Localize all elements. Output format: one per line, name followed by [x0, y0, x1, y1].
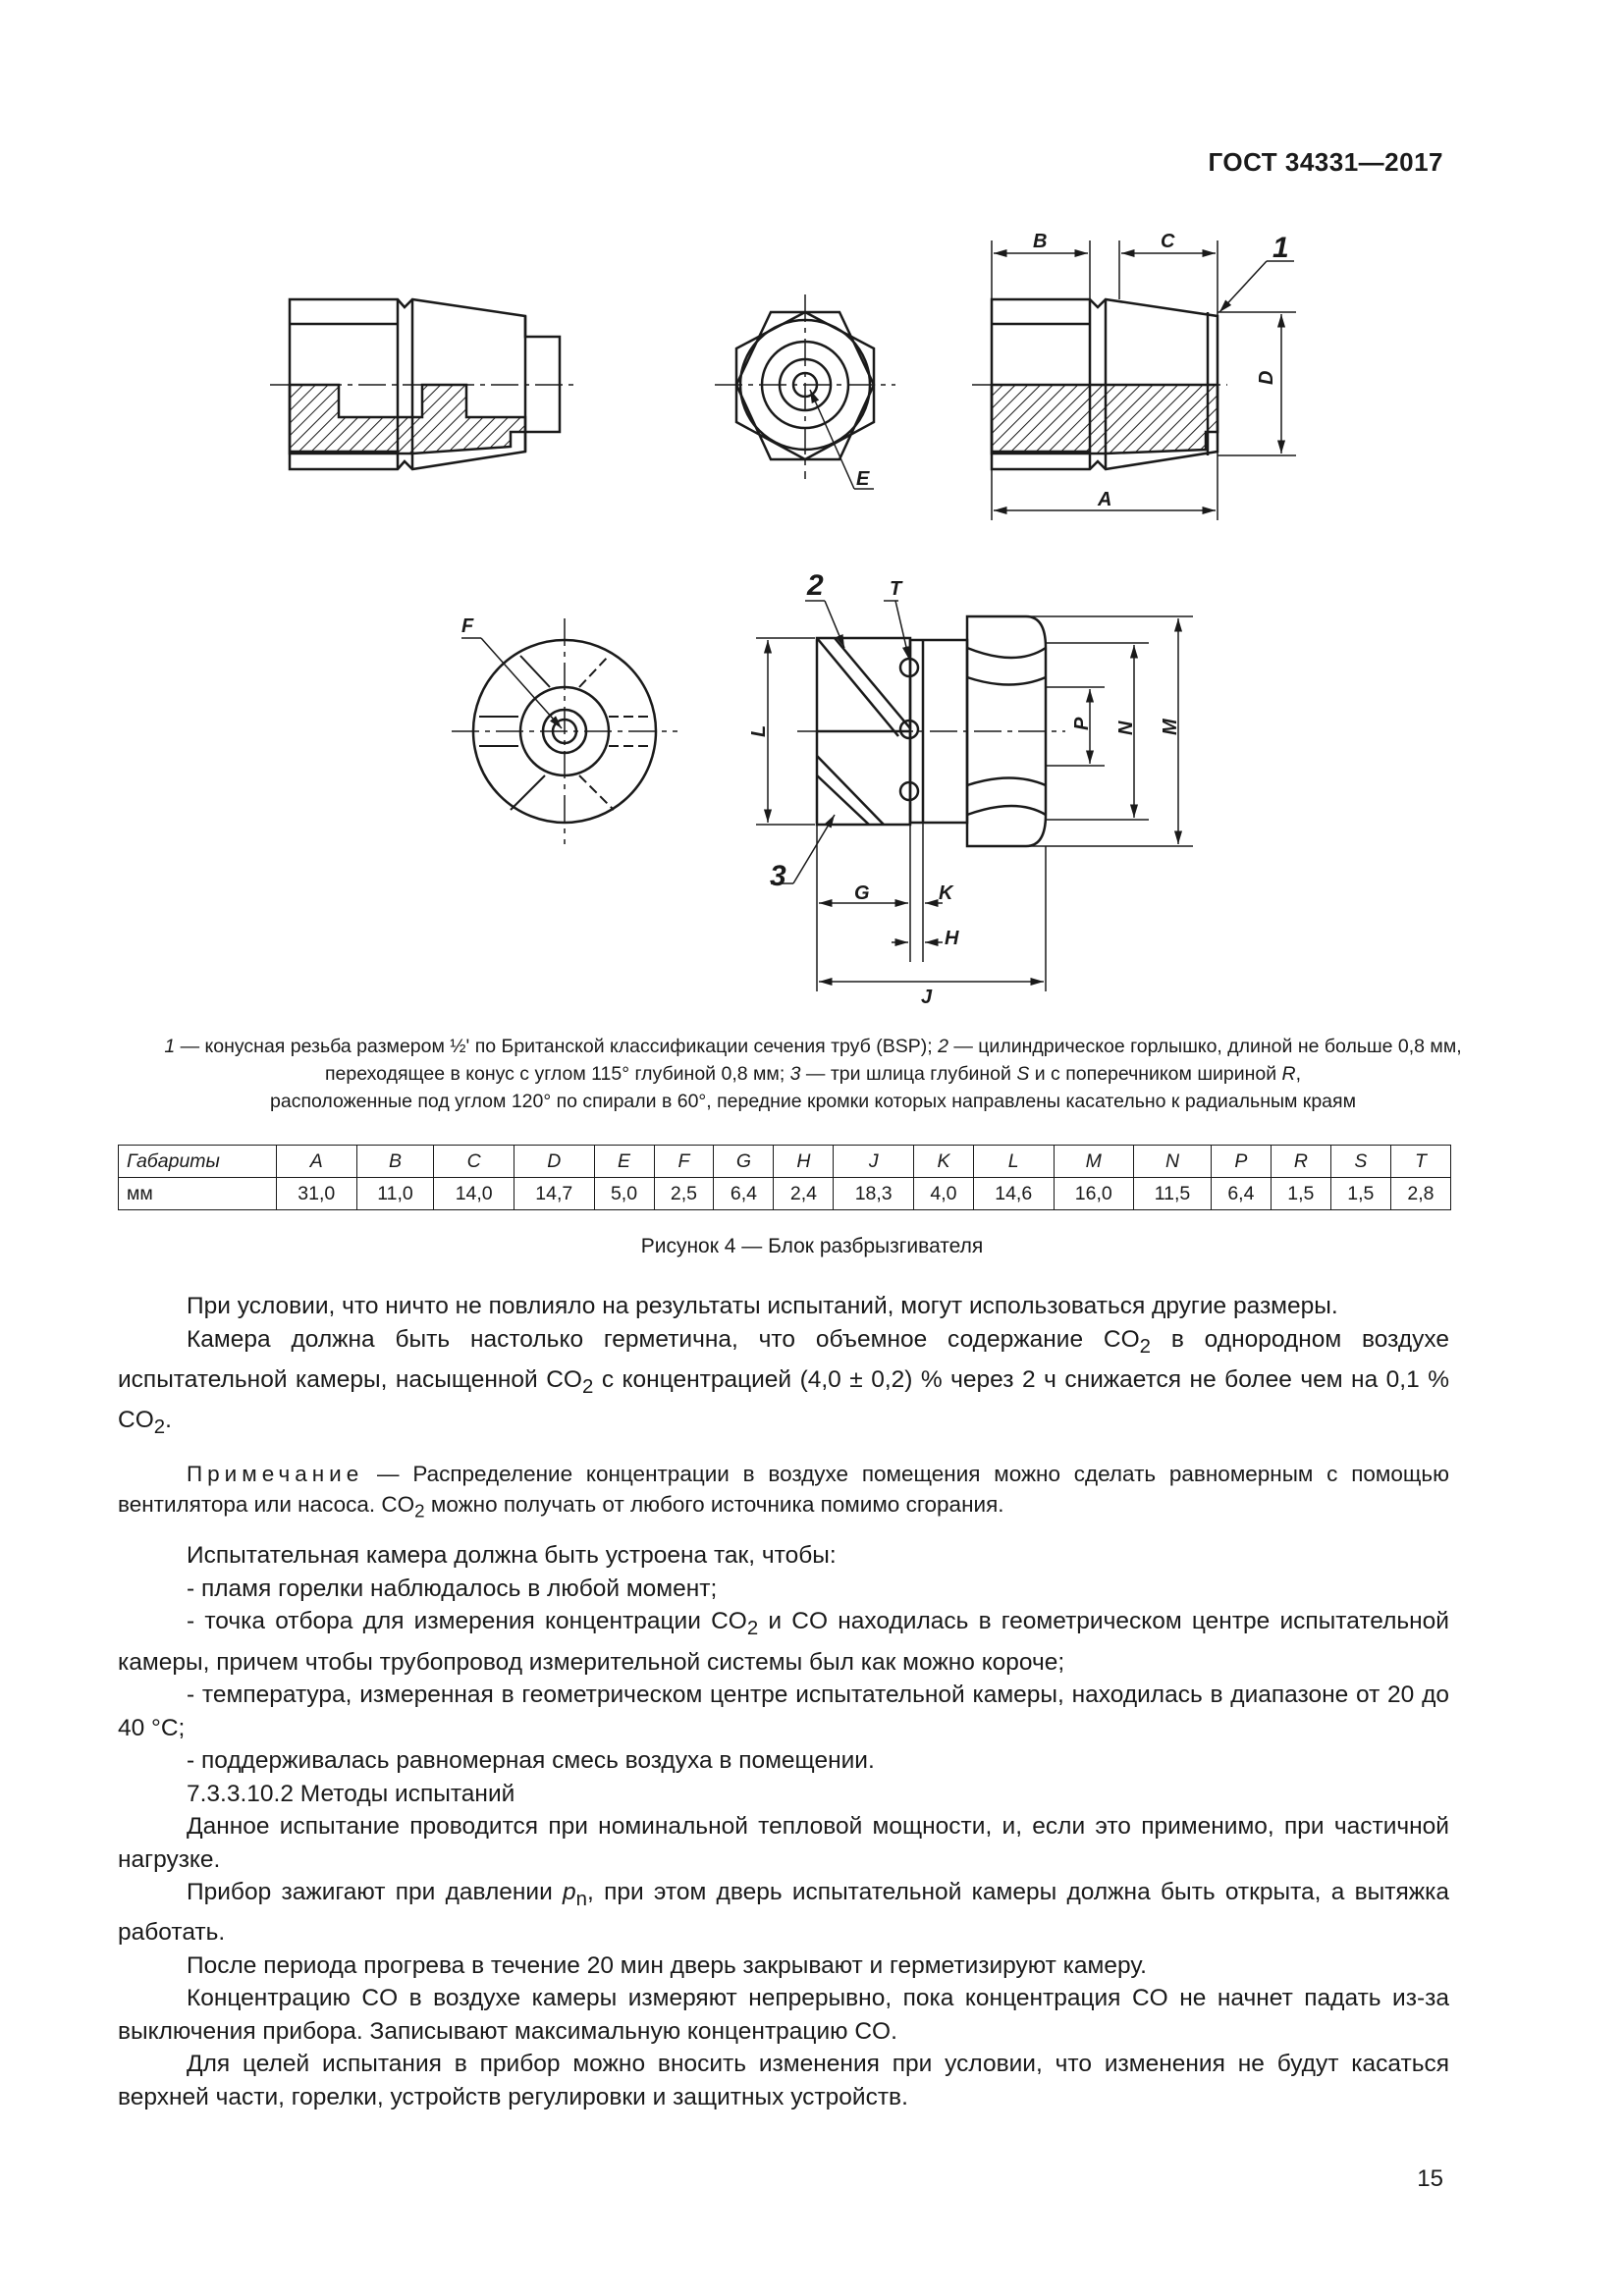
dimensions-table [118, 1145, 1451, 1210]
table-cell: 1,5 [1271, 1178, 1330, 1210]
document-header: ГОСТ 34331—2017 [1208, 147, 1443, 177]
table-cell: H [774, 1146, 834, 1178]
list-item: - пламя горелки наблюдалось в любой момент; [187, 1575, 718, 1602]
table-cell: 16,0 [1054, 1178, 1134, 1210]
table-cell: 2,5 [654, 1178, 714, 1210]
table-cell: A [277, 1146, 357, 1178]
paragraph: Концентрацию CO в воздухе камеры измеряют непрерывно, пока концентрация CO не начнет падать из-за выключения прибора. Записывают максимальную концентрацию CO. [118, 1985, 1449, 2045]
table-cell: E [594, 1146, 654, 1178]
table-cell: S [1330, 1146, 1390, 1178]
paragraph: После периода прогрева в течение 20 мин дверь закрывают и герметизируют камеру. [187, 1951, 1147, 1979]
label-D: D [1256, 370, 1277, 385]
table-cell: 11,0 [356, 1178, 434, 1210]
table-cell: 1,5 [1330, 1178, 1390, 1210]
label-3: 3 [770, 860, 786, 892]
paragraph: Прибор зажигают при давлении $p_n$, при этом дверь испытательной камеры должна быть открыта, а вытяжка работать. [118, 1879, 1449, 1947]
label-J: J [921, 987, 933, 1008]
table-cell: P [1211, 1146, 1271, 1178]
table-cell: 4,0 [913, 1178, 973, 1210]
table-cell: B [356, 1146, 434, 1178]
table-cell: R [1271, 1146, 1330, 1178]
table-cell: 2,4 [774, 1178, 834, 1210]
nozzle-side-view [756, 601, 1193, 991]
table-cell: G [714, 1146, 774, 1178]
label-1: 1 [1272, 232, 1289, 264]
table-cell: 6,4 [714, 1178, 774, 1210]
table-cell: 31,0 [277, 1178, 357, 1210]
label-2: 2 [807, 569, 824, 602]
side-dimension-view [972, 240, 1296, 520]
table-cell: Габариты [119, 1146, 277, 1178]
label-G: G [854, 882, 870, 904]
table-cell: 18,3 [834, 1178, 914, 1210]
table-cell: N [1134, 1146, 1212, 1178]
label-E: E [856, 468, 870, 490]
label-K: K [939, 882, 953, 904]
label-P: P [1071, 717, 1093, 730]
table-cell: мм [119, 1178, 277, 1210]
table-cell: 14,7 [514, 1178, 594, 1210]
table-cell: M [1054, 1146, 1134, 1178]
front-circular-view [452, 618, 677, 844]
table-cell: 14,6 [973, 1178, 1054, 1210]
figure-legend: 1 — конусная резьба размером ½' по Британской классификации сечения труб (BSP); 2 — цилиндрическое горлышко, длиной не больше 0,8 мм, переходящее в конус с углом 115° глубиной 0,8 мм; 3 — три шлица глубиной S и с поперечником шириной R, расположенные под углом 120° по спирали в 60°, передние кромки которых направлены касательно к радиальным краям [164, 1036, 1462, 1112]
table-cell: F [654, 1146, 714, 1178]
body-text [118, 1290, 1449, 2113]
note: Примечание — Распределение концентрации в воздухе помещения можно сделать равномерным с помощью вентилятора или насоса. $CO_2$ можно получать от любого источника помимо сгорания. [118, 1461, 1449, 1522]
paragraph: Камера должна быть настолько герметична, что объемное содержание $CO_2$ в однородном воздухе испытательной камеры, насыщенной $CO_2$ с концентрацией (4,0 ± 0,2) % через 2 ч снижается не более чем на 0,1 % $CO_2$. [118, 1325, 1449, 1439]
label-H: H [945, 928, 959, 949]
note-label: Примечание [187, 1461, 364, 1486]
table-cell: 11,5 [1134, 1178, 1212, 1210]
table-cell: 6,4 [1211, 1178, 1271, 1210]
paragraph: При условии, что ничто не повлияло на результаты испытаний, могут использоваться другие размеры. [187, 1293, 1338, 1319]
label-C: C [1161, 231, 1175, 252]
list-item: - температура, измеренная в геометрическом центре испытательной камеры, находилась в диапазоне от 20 до 40 °C; [118, 1682, 1449, 1741]
table-cell: D [514, 1146, 594, 1178]
table-cell: T [1390, 1146, 1450, 1178]
label-T: T [890, 578, 902, 600]
paragraph: Для целей испытания в прибор можно вносить изменения при условии, что изменения не будут касаться верхней части, горелки, устройств регулировки и защитных устройств. [118, 2051, 1449, 2110]
label-A: A [1098, 489, 1112, 510]
table-cell: L [973, 1146, 1054, 1178]
label-N: N [1115, 721, 1137, 735]
side-section-view [270, 299, 579, 469]
table-header-row [119, 1146, 1451, 1178]
paragraph: Данное испытание проводится при номинальной тепловой мощности, и, если это применимо, при частичной нагрузке. [118, 1813, 1449, 1873]
table-cell: J [834, 1146, 914, 1178]
table-cell: 14,0 [434, 1178, 514, 1210]
sprayer-block-drawing [0, 0, 1624, 1031]
table-cell: C [434, 1146, 514, 1178]
list-item: - точка отбора для измерения концентрации $CO_2$ и CO находилась в геометрическом центре испытательной камеры, причем чтобы трубопровод измерительной системы был как можно короче; [118, 1608, 1449, 1676]
table-cell: 5,0 [594, 1178, 654, 1210]
label-L: L [748, 724, 770, 737]
figure-caption: Рисунок 4 — Блок разбрызгивателя [640, 1235, 984, 1257]
page-number: 15 [1417, 2165, 1443, 2192]
hex-end-view [715, 294, 895, 489]
paragraph: Испытательная камера должна быть устроена так, чтобы: [187, 1542, 837, 1570]
section-heading: 7.3.3.10.2 Методы испытаний [187, 1780, 515, 1807]
label-M: M [1160, 719, 1181, 735]
list-item: - поддерживалась равномерная смесь воздуха в помещении. [187, 1747, 875, 1775]
table-cell: K [913, 1146, 973, 1178]
table-cell: 2,8 [1390, 1178, 1450, 1210]
table-row [119, 1178, 1451, 1210]
label-F: F [461, 615, 474, 637]
label-B: B [1033, 231, 1048, 252]
